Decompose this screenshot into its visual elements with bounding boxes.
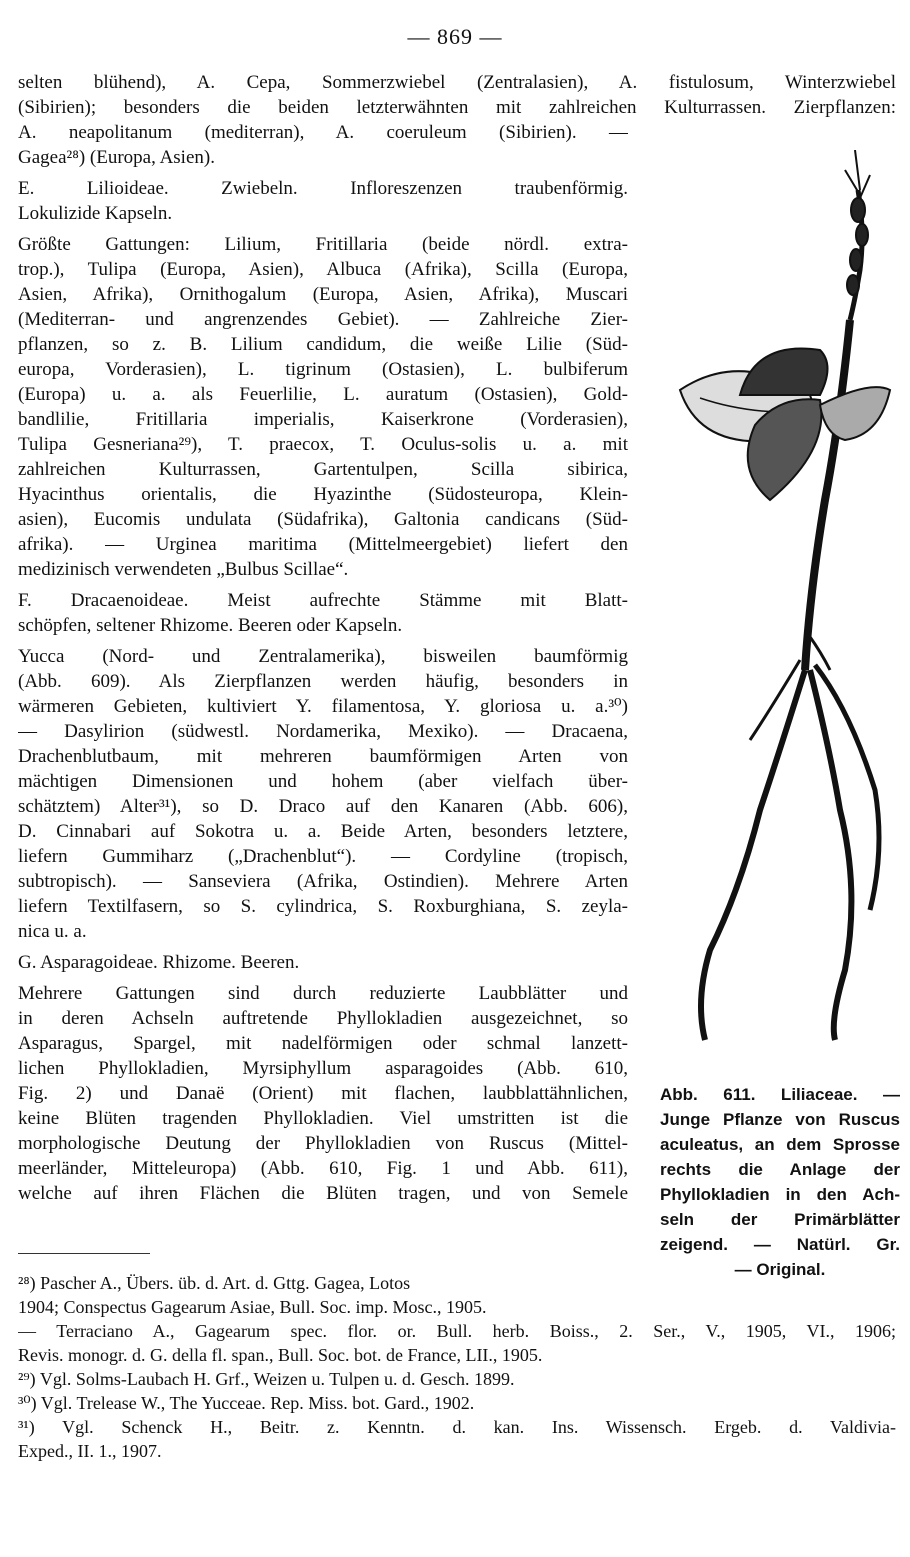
body-line: bandlilie, Fritillaria imperialis, Kaiserkrone (Vorderasien), (18, 409, 628, 430)
page-number: — 869 — (407, 24, 503, 49)
body-line: Yucca (Nord- und Zentralamerika), bisweilen baumförmig (18, 646, 628, 667)
body-line: G. Asparagoideae. Rhizome. Beeren. (18, 952, 300, 973)
footnote-line: — Terraciano A., Gagearum spec. flor. or. Bull. herb. Boiss., 2. Ser., V., 1905, VI., 1906; (18, 1321, 896, 1341)
body-line: morphologische Deutung der Phyllokladien von Ruscus (Mittel- (18, 1133, 628, 1154)
body-line: liefern Gummiharz („Drachenblut“). — Cordyline (tropisch, (18, 846, 628, 867)
body-line: A. neapolitanum (mediterran), A. coeruleum (Sibirien). — (18, 122, 628, 143)
footnote-divider (18, 1253, 150, 1254)
footnote-line: Revis. monogr. d. G. della fl. span., Bull. Soc. bot. de France, LII., 1905. (18, 1345, 543, 1365)
body-line: europa, Vorderasien), L. tigrinum (Ostasien), L. bulbiferum (18, 359, 628, 380)
body-line: F. Dracaenoideae. Meist aufrechte Stämme mit Blatt- (18, 590, 628, 611)
body-line: meerländer, Mitteleuropa) (Abb. 610, Fig. 1 und Abb. 611), (18, 1158, 628, 1179)
body-line: Asparagus, Spargel, mit nadelförmigen oder schmal lanzett- (18, 1033, 628, 1054)
caption-line: aculeatus, an dem Sprosse (660, 1135, 900, 1154)
body-line: Lokulizide Kapseln. (18, 203, 173, 224)
body-line: Mehrere Gattungen sind durch reduzierte Laubblätter und (18, 983, 628, 1004)
body-line: welche auf ihren Flächen die Blüten tragen, und von Semele (18, 1183, 628, 1204)
body-line: mächtigen Dimensionen und hohem (aber vielfach über- (18, 771, 628, 792)
caption-line: zeigend. — Natürl. Gr. (660, 1235, 900, 1254)
footnote-line: Exped., II. 1., 1907. (18, 1441, 162, 1461)
footnote-line: ³⁰) Vgl. Trelease W., The Yucceae. Rep. Miss. bot. Gard., 1902. (18, 1393, 475, 1413)
body-line: wärmeren Gebieten, kultiviert Y. filamentosa, Y. gloriosa u. a.³⁰) (18, 696, 628, 717)
body-line: (Europa) u. a. als Feuerlilie, L. auratum (Ostasien), Gold- (18, 384, 628, 405)
ruscus-illustration (660, 150, 900, 1050)
caption-line: rechts die Anlage der (660, 1160, 900, 1179)
footnote-line: ²⁹) Vgl. Solms-Laubach H. Grf., Weizen u. Tulpen u. d. Gesch. 1899. (18, 1369, 515, 1389)
caption-line: Phyllokladien in den Ach- (660, 1185, 900, 1204)
caption-line: seln der Primärblätter (660, 1210, 900, 1229)
body-line: in deren Achseln auftretende Phyllokladien ausgezeichnet, so (18, 1008, 628, 1029)
footnote-line: ²⁸) Pascher A., Übers. üb. d. Art. d. Gttg. Gagea, Lotos (18, 1273, 411, 1293)
footnote-line: 1904; Conspectus Gagearum Asiae, Bull. Soc. imp. Mosc., 1905. (18, 1297, 487, 1317)
body-line: (Abb. 609). Als Zierpflanzen werden häufig, besonders in (18, 671, 628, 692)
body-line: trop.), Tulipa (Europa, Asien), Albuca (Afrika), Scilla (Europa, (18, 259, 628, 280)
body-line: Gagea²⁸) (Europa, Asien). (18, 147, 215, 168)
body-line: Drachenblutbaum, mit mehreren baumförmigen Arten von (18, 746, 628, 767)
body-line: Hyacinthus orientalis, die Hyazinthe (Südosteuropa, Klein- (18, 484, 628, 505)
footnote-line: ³¹) Vgl. Schenck H., Beitr. z. Kenntn. d. kan. Ins. Wissensch. Ergeb. d. Valdivia- (18, 1417, 896, 1437)
body-line: lichen Phyllokladien, Myrsiphyllum asparagoides (Abb. 610, (18, 1058, 628, 1079)
body-line: keine Blüten tragenden Phyllokladien. Viel umstritten ist die (18, 1108, 628, 1129)
body-line: (Mediterran- und angrenzendes Gebiet). — Zahlreiche Zier- (18, 309, 628, 330)
body-line: pflanzen, so z. B. Lilium candidum, die weiße Lilie (Süd- (18, 334, 628, 355)
body-line: afrika). — Urginea maritima (Mittelmeergebiet) liefert den (18, 534, 628, 555)
body-line: selten blühend), A. Cepa, Sommerzwiebel (Zentralasien), A. fistulosum, Winterzwiebel (18, 72, 896, 93)
body-line: (Sibirien); besonders die beiden letzterwähnten mit zahlreichen Kulturrassen. Zierpflanzen: (18, 97, 896, 118)
body-line: zahlreichen Kulturrassen, Gartentulpen, Scilla sibirica, (18, 459, 628, 480)
body-line: medizinisch verwendeten „Bulbus Scillae“. (18, 559, 349, 580)
body-line: asien), Eucomis undulata (Südafrika), Galtonia candicans (Süd- (18, 509, 628, 530)
caption-line: — Original. (734, 1260, 826, 1279)
body-line: — Dasylirion (südwestl. Nordamerika, Mexiko). — Dracaena, (18, 721, 628, 742)
caption-line: Junge Pflanze von Ruscus (660, 1110, 900, 1129)
body-line: Asien, Afrika), Ornithogalum (Europa, Asien, Afrika), Muscari (18, 284, 628, 305)
body-line: Größte Gattungen: Lilium, Fritillaria (beide nördl. extra- (18, 234, 628, 255)
body-line: Tulipa Gesneriana²⁹), T. praecox, T. Oculus-solis u. a. mit (18, 434, 628, 455)
caption-line: Abb. 611. Liliaceae. — (660, 1085, 900, 1104)
body-line: Fig. 2) und Danaë (Orient) mit flachen, laubblattähnlichen, (18, 1083, 628, 1104)
body-line: nica u. a. (18, 921, 87, 942)
body-line: E. Lilioideae. Zwiebeln. Infloreszenzen traubenförmig. (18, 178, 628, 199)
figure-caption (660, 1082, 900, 1282)
body-line: schätztem) Alter³¹), so D. Draco auf den Kanaren (Abb. 606), (18, 796, 628, 817)
body-line: D. Cinnabari auf Sokotra u. a. Beide Arten, besonders letztere, (18, 821, 628, 842)
body-line: schöpfen, seltener Rhizome. Beeren oder Kapseln. (18, 615, 403, 636)
body-line: subtropisch). — Sanseviera (Afrika, Ostindien). Mehrere Arten (18, 871, 628, 892)
body-line: liefern Textilfasern, so S. cylindrica, S. Roxburghiana, S. zeyla- (18, 896, 628, 917)
